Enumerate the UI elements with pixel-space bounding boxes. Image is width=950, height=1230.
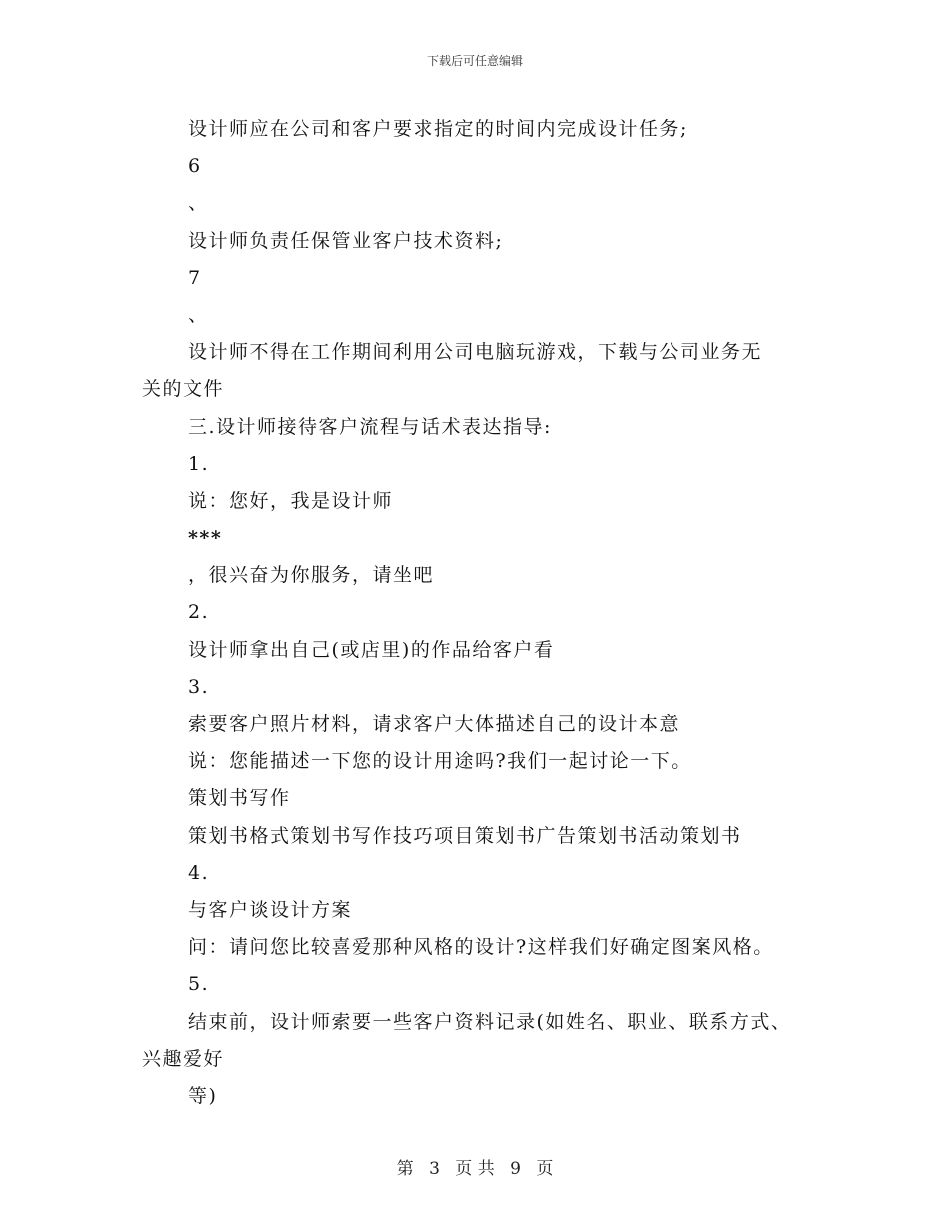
text-line: 3. [188,675,210,698]
page-header [0,52,950,69]
text-line: *** [188,527,223,550]
text-line: 2. [188,601,210,624]
text-line: 结束前，设计师索要一些客户资料记录(如姓名、职业、联系方式、 [188,1010,792,1033]
text-line: 策划书格式策划书写作技巧项目策划书广告策划书活动策划书 [188,824,742,847]
text-line: 6 [188,155,202,178]
footer-middle: 页 共 [455,1159,495,1179]
text-line: 策划书写作 [188,787,291,810]
footer-total-pages: 9 [510,1159,521,1179]
text-line: 说：您能描述一下您的设计用途吗?我们一起讨论一下。 [188,750,692,773]
text-line: ，很兴奋为你服务，请坐吧 [188,564,435,587]
text-line: 索要客户照片材料，请求客户大体描述自己的设计本意 [188,713,681,735]
text-line: 三.设计师接待客户流程与话术表达指导: [188,415,552,438]
text-line: 设计师负责任保管业客户技术资料; [188,229,504,252]
text-line: 1. [188,452,210,475]
footer-suffix: 页 [536,1159,554,1179]
text-line: 5. [188,973,210,996]
text-line: 、 [188,192,209,215]
text-line: 兴趣爱好 [142,1047,225,1070]
text-line: 设计师应在公司和客户要求指定的时间内完成设计任务; [188,118,688,140]
footer-current-page: 3 [429,1159,440,1179]
text-line: 、 [188,303,209,326]
text-line: 设计师拿出自己(或店里)的作品给客户看 [188,638,555,661]
text-line: 关的文件 [142,378,225,401]
text-line: 7 [188,266,202,289]
text-line: 等) [188,1084,218,1107]
text-line: 说：您好，我是设计师 [188,489,394,512]
text-line: 问：请问您比较喜爱那种风格的设计?这样我们好确定图案风格。 [188,936,774,959]
text-line: 4. [188,861,210,884]
text-line: 设计师不得在工作期间利用公司电脑玩游戏，下载与公司业务无 [188,341,763,364]
page-footer [0,1154,950,1179]
header-note: 下载后可任意编辑 [426,54,523,68]
text-line: 与客户谈设计方案 [188,898,353,921]
footer-prefix: 第 [396,1159,414,1179]
document-body [142,111,822,1115]
